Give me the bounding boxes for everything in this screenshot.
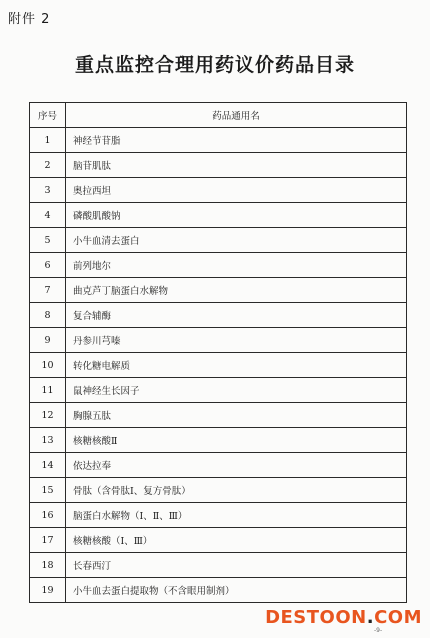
table-row — [30, 228, 407, 253]
row-number: 12 — [30, 403, 66, 428]
table-row — [30, 278, 407, 303]
drug-name: 核糖核酸（Ⅰ、Ⅲ） — [66, 528, 407, 553]
page-number: -9- — [374, 627, 383, 634]
row-number: 17 — [30, 528, 66, 553]
row-number: 6 — [30, 253, 66, 278]
drug-name: 曲克芦丁脑蛋白水解物 — [66, 278, 407, 303]
row-number: 3 — [30, 178, 66, 203]
row-number: 9 — [30, 328, 66, 353]
row-number: 19 — [30, 578, 66, 603]
row-number: 7 — [30, 278, 66, 303]
drug-name: 丹参川芎嗪 — [66, 328, 407, 353]
table-row — [30, 478, 407, 503]
row-number: 13 — [30, 428, 66, 453]
row-number: 18 — [30, 553, 66, 578]
table-row — [30, 353, 407, 378]
column-header-number: 序号 — [30, 103, 66, 128]
table-row — [30, 378, 407, 403]
drug-name: 神经节苷脂 — [66, 128, 407, 153]
drug-name: 依达拉奉 — [66, 453, 407, 478]
row-number: 16 — [30, 503, 66, 528]
table-row — [30, 453, 407, 478]
page-title: 重点监控合理用药议价药品目录 — [74, 54, 355, 76]
table-row — [30, 428, 407, 453]
row-number: 11 — [30, 378, 66, 403]
drug-name: 复合辅酶 — [66, 303, 407, 328]
table-row — [30, 578, 407, 603]
row-number: 4 — [30, 203, 66, 228]
table-row — [30, 403, 407, 428]
drug-name: 核糖核酸Ⅱ — [66, 428, 407, 453]
drug-name: 前列地尔 — [66, 253, 407, 278]
table-row — [30, 253, 407, 278]
row-number: 15 — [30, 478, 66, 503]
row-number: 2 — [30, 153, 66, 178]
table-row — [30, 528, 407, 553]
row-number: 1 — [30, 128, 66, 153]
drug-name: 小牛血去蛋白提取物（不含眼用制剂） — [66, 578, 407, 603]
drug-name: 奥拉西坦 — [66, 178, 407, 203]
drug-name: 转化糖电解质 — [66, 353, 407, 378]
drug-name: 胸腺五肽 — [66, 403, 407, 428]
drug-name: 脑蛋白水解物（Ⅰ、Ⅱ、Ⅲ） — [66, 503, 407, 528]
drug-name: 骨肽（含骨肽Ⅰ、复方骨肽） — [66, 478, 407, 503]
attachment-label: 附件 2 — [8, 12, 51, 27]
table-row — [30, 128, 407, 153]
drug-name: 鼠神经生长因子 — [66, 378, 407, 403]
table-row — [30, 503, 407, 528]
table-row — [30, 203, 407, 228]
drug-name: 小牛血清去蛋白 — [66, 228, 407, 253]
table-row — [30, 553, 407, 578]
drug-name: 脑苷肌肽 — [66, 153, 407, 178]
table-header-row — [30, 103, 407, 128]
row-number: 10 — [30, 353, 66, 378]
drug-name: 长春西汀 — [66, 553, 407, 578]
row-number: 5 — [30, 228, 66, 253]
table-row — [30, 328, 407, 353]
drug-name: 磷酸肌酸钠 — [66, 203, 407, 228]
drug-table — [29, 102, 407, 603]
table-row — [30, 153, 407, 178]
column-header-drug-name: 药品通用名 — [66, 103, 407, 128]
table-row — [30, 303, 407, 328]
table-row — [30, 178, 407, 203]
watermark-logo: DESTOON.COM — [265, 607, 422, 628]
row-number: 14 — [30, 453, 66, 478]
row-number: 8 — [30, 303, 66, 328]
